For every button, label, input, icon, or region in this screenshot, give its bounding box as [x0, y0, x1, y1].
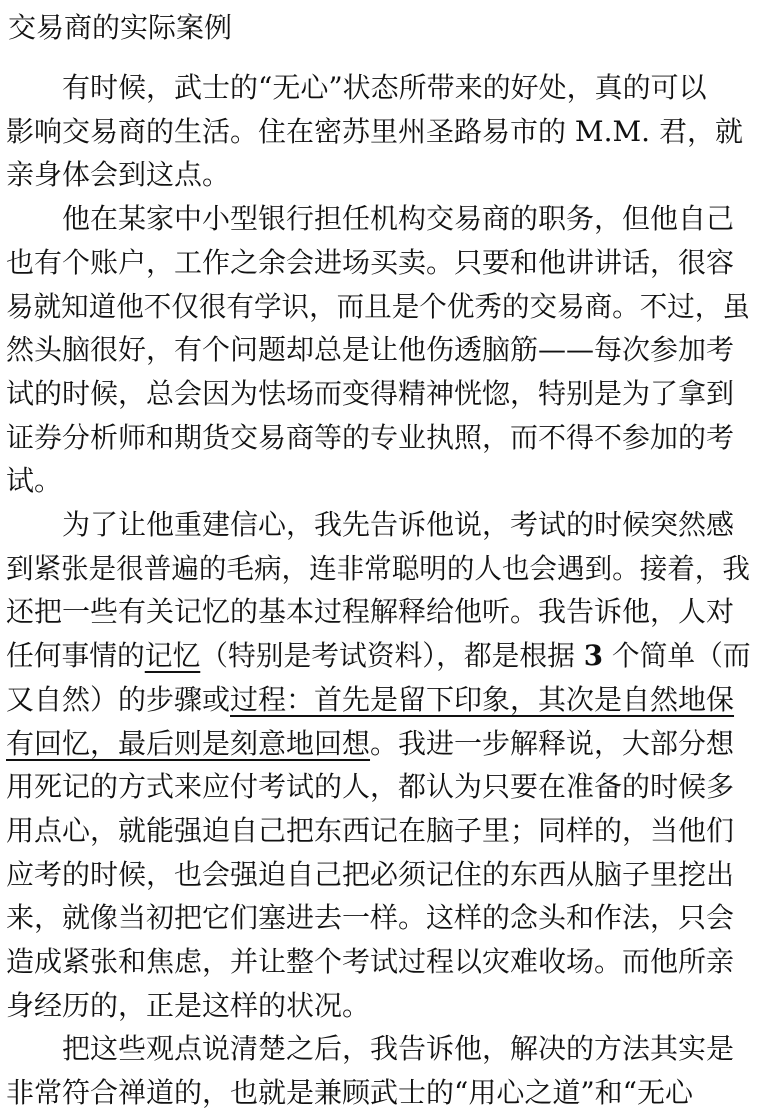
paragraph-line: 任何事情的记忆（特别是考试资料），都是根据 3 个简单（而 [6, 639, 751, 672]
number-emphasis: 3 [583, 639, 604, 672]
paragraph-line: 有时候，武士的“无心”状态所带来的好处，真的可以 [6, 71, 707, 104]
paragraph-line: 然头脑很好，有个问题却总是让他伤透脑筋——每次参加考 [6, 333, 735, 366]
paragraph-line: 为了让他重建信心，我先告诉他说，考试的时候突然感 [6, 508, 735, 541]
underlined-text: 过程：首先是留下印象，其次是自然地保 [230, 683, 735, 716]
paragraph-line: 身经历的，正是这样的状况。 [6, 989, 371, 1022]
paragraph-line: 有回忆，最后则是刻意地回想。我进一步解释说，大部分想 [6, 727, 735, 760]
paragraph-line: 非常符合禅道的，也就是兼顾武士的“用心之道”和“无心 [6, 1076, 693, 1109]
paragraph-line: 用死记的方式来应付考试的人，都认为只要在准备的时候多 [6, 770, 735, 803]
paragraph-line: 他在某家中小型银行担任机构交易商的职务，但他自己 [6, 202, 735, 235]
paragraph-line: 还把一些有关记忆的基本过程解释给他听。我告诉他，人对 [6, 595, 735, 628]
paragraph-line: 易就知道他不仅很有学识，而且是个优秀的交易商。不过，虽 [6, 290, 750, 323]
paragraph-line: 到紧张是很普遍的毛病，连非常聪明的人也会遇到。接着，我 [6, 552, 750, 585]
section-title: 交易商的实际案例 [8, 11, 233, 44]
paragraph-line: 又自然）的步骤或过程：首先是留下印象，其次是自然地保 [6, 683, 735, 716]
paragraph-line: 证券分析师和期货交易商等的专业执照，而不得不参加的考 [6, 421, 735, 454]
paragraph-line: 也有个账户，工作之余会进场买卖。只要和他讲讲话，很容 [6, 246, 735, 279]
underlined-text: 记忆 [144, 639, 201, 672]
paragraph-line: 来，就像当初把它们塞进去一样。这样的念头和作法，只会 [6, 901, 735, 934]
paragraph-line: 把这些观点说清楚之后，我告诉他，解决的方法其实是 [6, 1032, 735, 1065]
paragraph-line: 影响交易商的生活。住在密苏里州圣路易市的 M.M. 君，就 [6, 115, 743, 148]
paragraph-line: 造成紧张和焦虑，并让整个考试过程以灾难收场。而他所亲 [6, 945, 735, 978]
paragraph-line: 试的时候，总会因为怯场而变得精神恍惚，特别是为了拿到 [6, 377, 735, 410]
underlined-text: 有回忆，最后则是刻意地回想 [6, 727, 371, 760]
paragraph-line: 用点心，就能强迫自己把东西记在脑子里；同样的，当他们 [6, 814, 735, 847]
paragraph-line: 亲身体会到这点。 [6, 158, 231, 191]
paragraph-line: 试。 [6, 464, 63, 497]
paragraph-line: 应考的时候，也会强迫自己把必须记住的东西从脑子里挖出 [6, 858, 735, 891]
